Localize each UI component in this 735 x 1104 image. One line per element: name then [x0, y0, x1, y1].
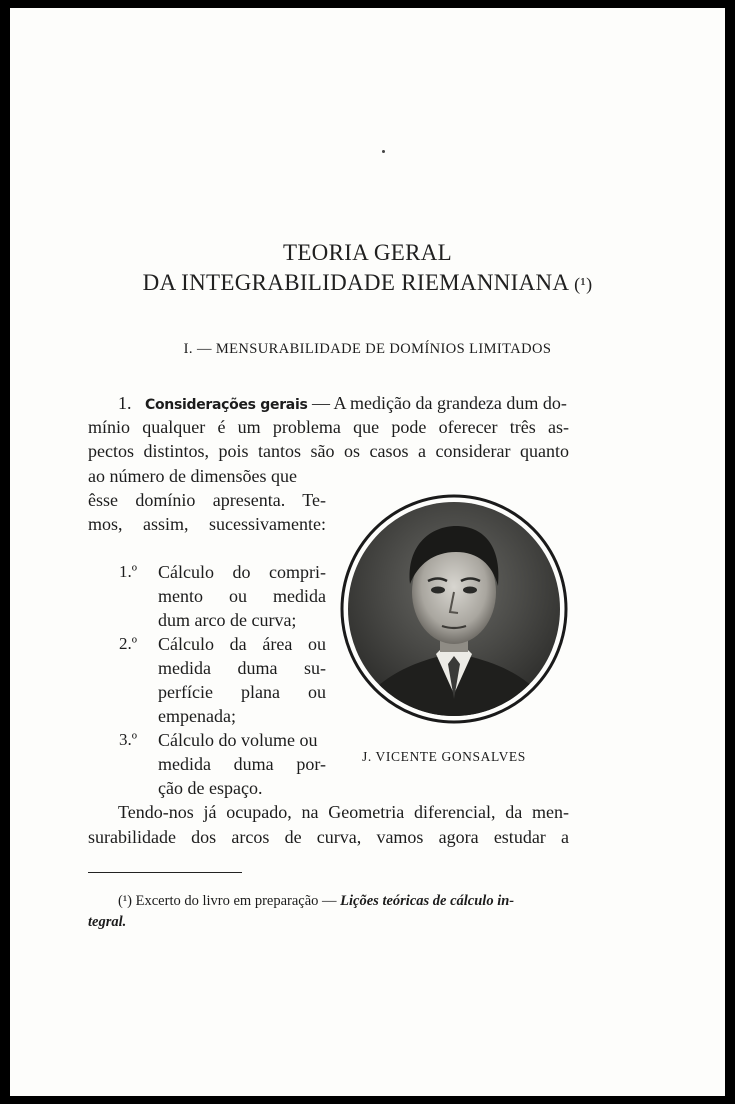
list-item-line: medida duma su- [158, 658, 326, 678]
body-line: surabilidade dos arcos de curva, vamos agora estudar a [88, 827, 569, 847]
list-number: 2.º [119, 634, 138, 653]
list-number: 3.º [119, 730, 138, 749]
list-item-line: empenada; [158, 706, 236, 726]
section-heading: I. — MENSURABILIDADE DE DOMÍNIOS LIMITADOS [183, 341, 552, 357]
title-footnote-marker: (¹) [574, 274, 593, 294]
footnote-line1: (¹) Excerto do livro em preparação — Lições teóricas de cálculo in- [118, 893, 515, 909]
list-item-line: dum arco de curva; [158, 610, 297, 630]
list-number: 1.º [119, 562, 138, 581]
list-item-line: medida duma por- [158, 754, 326, 774]
portrait-photo [340, 494, 568, 724]
portrait-caption: J. VICENTE GONSALVES [362, 749, 526, 764]
paragraph-first-line: 1. Considerações gerais — A medição da grandeza dum do- [118, 393, 567, 413]
list-item-line: Cálculo do compri- [158, 562, 326, 582]
list-item-line: Cálculo do volume ou [158, 730, 318, 750]
body-line: Tendo-nos já ocupado, na Geometria diferencial, da men- [118, 802, 569, 822]
body-line: mínio qualquer é um problema que pode oferecer três as- [88, 417, 569, 437]
list-item-line: Cálculo da área ou [158, 634, 326, 654]
paragraph-heading: Considerações gerais [145, 397, 308, 413]
paragraph-number: 1. [118, 393, 132, 413]
footnote-marker: (¹) [118, 893, 133, 909]
print-speck [382, 150, 385, 153]
list-item-line: ção de espaço. [158, 778, 263, 798]
footnote-divider [88, 872, 242, 873]
body-line: mos, assim, sucessivamente: [88, 514, 326, 534]
list-item-line: perfície plana ou [158, 682, 326, 702]
list-item-line: mento ou medida [158, 586, 326, 606]
article-title-line2: DA INTEGRABILIDADE RIEMANNIANA (¹) [142, 270, 593, 295]
body-line: êsse domínio apresenta. Te- [88, 490, 326, 510]
footnote-book-title: Lições teóricas de cálculo in- [340, 893, 515, 909]
footnote-line2: tegral. [88, 914, 127, 930]
article-title-line1: TEORIA GERAL [282, 240, 453, 265]
body-line: ao número de dimensões que [88, 466, 297, 486]
body-line: pectos distintos, pois tantos são os casos a considerar quanto [88, 441, 569, 461]
